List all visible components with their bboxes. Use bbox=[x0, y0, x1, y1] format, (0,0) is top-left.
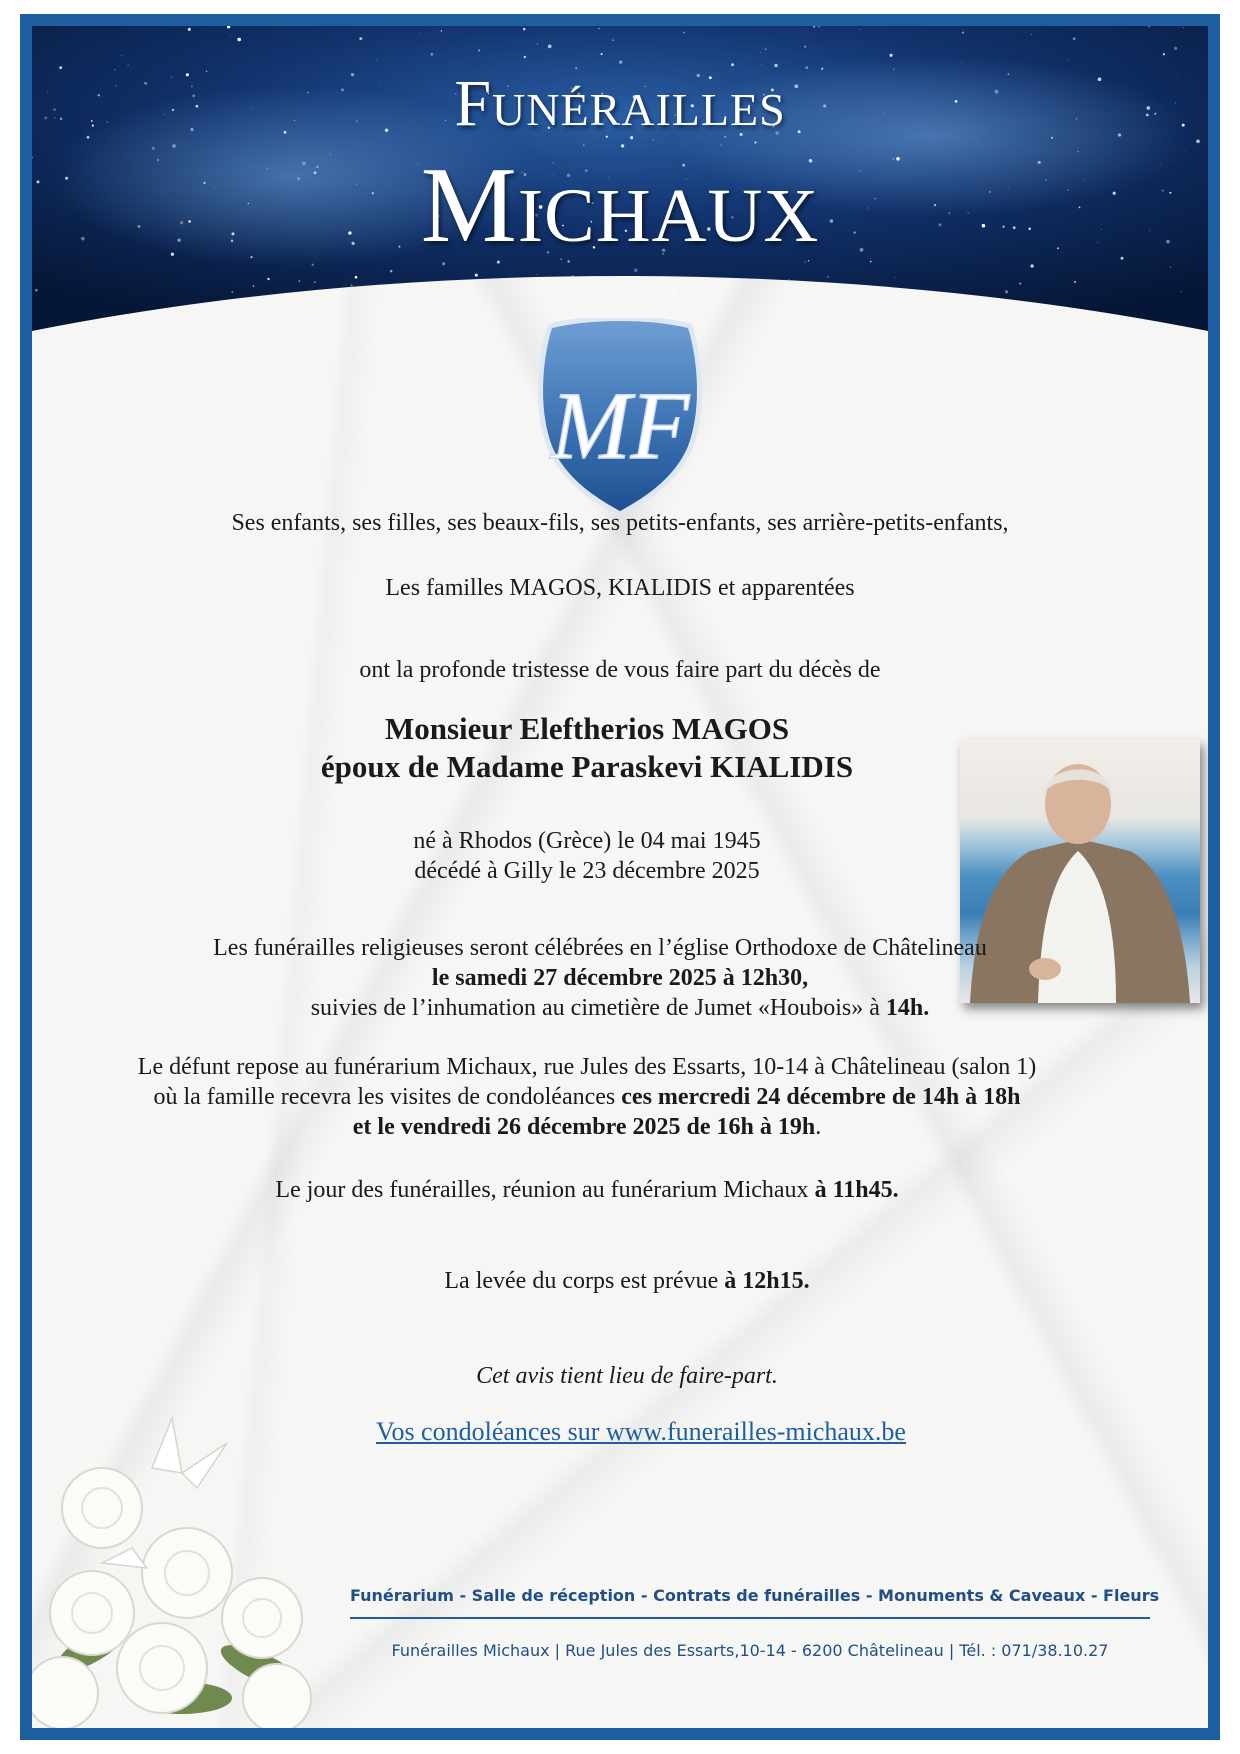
star bbox=[804, 46, 806, 48]
star bbox=[801, 28, 802, 29]
star bbox=[1031, 34, 1032, 35]
star bbox=[653, 280, 654, 281]
star bbox=[760, 64, 761, 65]
star bbox=[121, 55, 122, 56]
star bbox=[376, 59, 377, 60]
levee-time: à 12h15. bbox=[724, 1268, 810, 1294]
star bbox=[601, 53, 603, 55]
star bbox=[299, 280, 301, 282]
star bbox=[765, 48, 767, 50]
star bbox=[390, 270, 393, 273]
star bbox=[378, 295, 379, 296]
footer-divider bbox=[350, 1617, 1150, 1619]
star bbox=[619, 60, 622, 63]
star bbox=[1073, 37, 1076, 40]
burial-time: 14h. bbox=[885, 995, 930, 1021]
footer-address: Funérailles Michaux | Rue Jules des Essarts,10-14 - 6200 Châtelineau | Tél. : 071/38.10.27 bbox=[391, 1641, 1109, 1660]
star bbox=[420, 33, 421, 34]
brand-title-line-2: Michaux bbox=[420, 146, 820, 265]
intro-line: ont la profonde tristesse de vous faire part du décès de bbox=[359, 657, 881, 683]
star bbox=[253, 285, 254, 286]
spouse-line: époux de Madame Paraskevi KIALIDIS bbox=[320, 749, 854, 784]
family-line-2: Les familles MAGOS, KIALIDIS et apparentées bbox=[385, 575, 855, 601]
star bbox=[672, 292, 675, 295]
meeting-time: à 11h45. bbox=[814, 1177, 899, 1203]
star bbox=[612, 39, 614, 41]
star bbox=[537, 274, 538, 275]
visits-line-2-end: . bbox=[815, 1114, 822, 1140]
ceremony-line: Les funérailles religieuses seront célébrées en l’église Orthodoxe de Châtelineau bbox=[213, 935, 987, 961]
star bbox=[237, 38, 241, 42]
meeting-line bbox=[32, 1175, 1142, 1205]
burial-text: suivies de l’inhumation au cimetière de Jumet «Houbois» à bbox=[310, 995, 886, 1021]
star bbox=[345, 284, 346, 285]
star bbox=[441, 30, 442, 31]
death-line: décédé à Gilly le 23 décembre 2025 bbox=[414, 858, 760, 884]
star bbox=[1180, 291, 1181, 292]
star bbox=[355, 276, 358, 279]
star bbox=[1174, 47, 1177, 50]
star bbox=[478, 49, 480, 51]
star bbox=[231, 291, 233, 293]
visits-text: où la famille recevra les visites de condoléances bbox=[153, 1084, 622, 1110]
star bbox=[890, 54, 893, 57]
star bbox=[592, 289, 596, 293]
star bbox=[827, 276, 828, 277]
star bbox=[523, 28, 525, 30]
star bbox=[895, 277, 896, 278]
star bbox=[188, 28, 191, 31]
star bbox=[961, 62, 962, 63]
star bbox=[634, 268, 638, 272]
visits-line-2 bbox=[32, 1112, 1142, 1142]
star bbox=[475, 274, 478, 277]
notice-frame bbox=[20, 14, 1220, 1740]
star bbox=[1163, 53, 1165, 55]
star bbox=[430, 53, 433, 56]
star bbox=[548, 45, 552, 49]
rest-line: Le défunt repose au funérarium Michaux, rue Jules des Essarts, 10-14 à Châtelineau (salon 1) bbox=[137, 1054, 1037, 1080]
visits-dates-2: et le vendredi 26 décembre 2025 de 16h à 19h bbox=[352, 1114, 816, 1140]
burial-line bbox=[32, 993, 1208, 1023]
visits-line bbox=[32, 1082, 1142, 1112]
star bbox=[1074, 281, 1076, 283]
star bbox=[230, 36, 231, 37]
star bbox=[267, 278, 269, 280]
star bbox=[524, 56, 526, 58]
brand-title-line-1: Funérailles bbox=[454, 67, 786, 140]
mf-crest-logo bbox=[530, 318, 710, 518]
star bbox=[569, 285, 572, 288]
star bbox=[683, 32, 685, 34]
star bbox=[760, 52, 761, 53]
deceased-name: Monsieur Eleftherios MAGOS bbox=[384, 711, 790, 746]
white-flowers-image bbox=[32, 1348, 332, 1728]
condolences-link[interactable]: Vos condoléances sur www.funerailles-michaux.be bbox=[376, 1417, 906, 1446]
ceremony-date: le samedi 27 décembre 2025 à 12h30, bbox=[431, 965, 809, 991]
star bbox=[314, 282, 315, 283]
star bbox=[818, 26, 819, 27]
star bbox=[359, 37, 362, 40]
star bbox=[1019, 283, 1021, 285]
birth-line: né à Rhodos (Grèce) le 04 mai 1945 bbox=[413, 828, 761, 854]
star bbox=[1067, 60, 1068, 61]
levee-line bbox=[32, 1266, 1220, 1296]
star bbox=[1005, 290, 1008, 293]
footer-services: Funérarium - Salle de réception - Contrats de funérailles - Monuments & Caveaux - Fleurs bbox=[350, 1586, 1160, 1605]
meeting-text: Le jour des funérailles, réunion au funérarium Michaux bbox=[275, 1177, 815, 1203]
star bbox=[35, 289, 38, 292]
star bbox=[351, 284, 353, 286]
family-line-1: Ses enfants, ses filles, ses beaux-fils, ses petits-enfants, ses arrière-petits-enfants, bbox=[231, 510, 1009, 536]
levee-text: La levée du corps est prévue bbox=[444, 1268, 725, 1294]
star bbox=[598, 28, 599, 29]
star bbox=[571, 275, 574, 278]
visits-dates-1: ces mercredi 24 décembre de 14h à 18h bbox=[621, 1084, 1021, 1110]
star bbox=[962, 32, 964, 34]
closing-line: Cet avis tient lieu de faire-part. bbox=[476, 1363, 778, 1389]
star bbox=[537, 44, 538, 45]
star bbox=[1183, 27, 1184, 28]
star bbox=[860, 29, 861, 30]
crest-monogram: MF bbox=[550, 372, 690, 479]
star bbox=[788, 279, 789, 280]
